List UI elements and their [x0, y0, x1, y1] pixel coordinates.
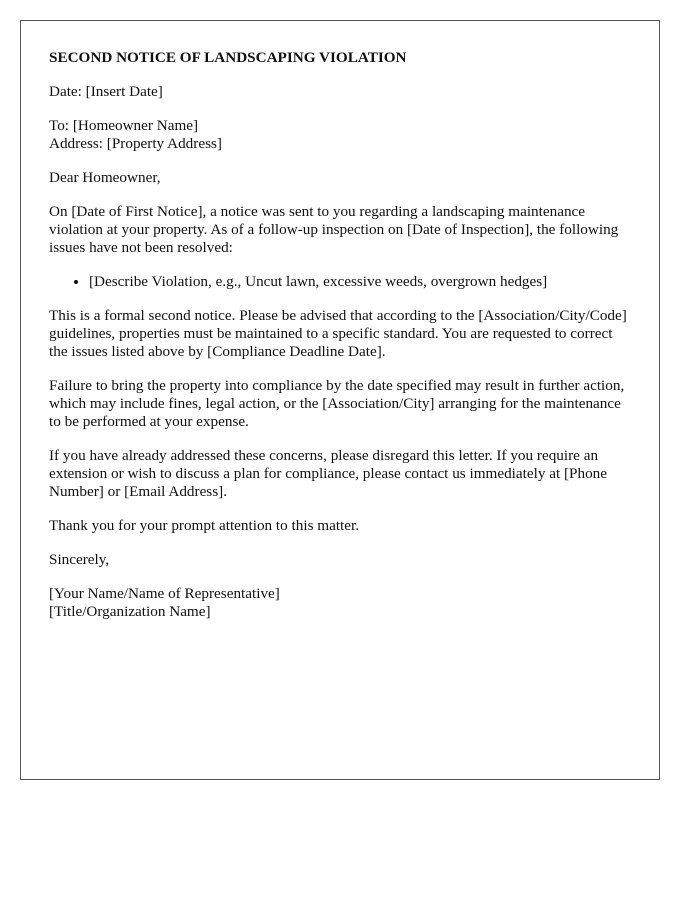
closing: Sincerely,: [49, 551, 110, 568]
recipient-block: [49, 117, 631, 153]
date-line: Date: [Insert Date]: [49, 83, 163, 100]
paragraph-contact: If you have already addressed these concerns, please disregard this letter. If you require an extension or wish to discuss a plan for compliance, please contact us immediately at [Phone Number] or [Email Address].: [49, 447, 607, 500]
salutation: Dear Homeowner,: [49, 169, 161, 186]
paragraph-first-notice: On [Date of First Notice], a notice was sent to you regarding a landscaping maintenance violation at your property. As of a follow-up inspection on [Date of Inspection], the following issues have not been resolved:: [49, 203, 619, 256]
paragraph-thanks: Thank you for your prompt attention to this matter.: [49, 517, 360, 534]
signature-title: [Title/Organization Name]: [49, 603, 211, 620]
paragraph-consequences: Failure to bring the property into compliance by the date specified may result in further action, which may include fines, legal action, or the [Association/City] arranging for the maintenance to be performed at your expense.: [49, 377, 625, 430]
letter-title: SECOND NOTICE OF LANDSCAPING VIOLATION: [49, 49, 407, 66]
signature-block: [49, 585, 631, 621]
address-line: Address: [Property Address]: [49, 135, 222, 152]
violation-list: [49, 273, 631, 291]
paragraph-second-notice: This is a formal second notice. Please be advised that according to the [Association/City/Code] guidelines, properties must be maintained to a specific standard. You are requested to correct the issues listed above by [Compliance Deadline Date].: [49, 307, 627, 360]
violation-list-item: • [Describe Violation, e.g., Uncut lawn, excessive weeds, overgrown hedges]: [89, 273, 631, 291]
signature-name: [Your Name/Name of Representative]: [49, 585, 280, 602]
to-line: To: [Homeowner Name]: [49, 117, 199, 134]
letter-document: [20, 20, 660, 780]
